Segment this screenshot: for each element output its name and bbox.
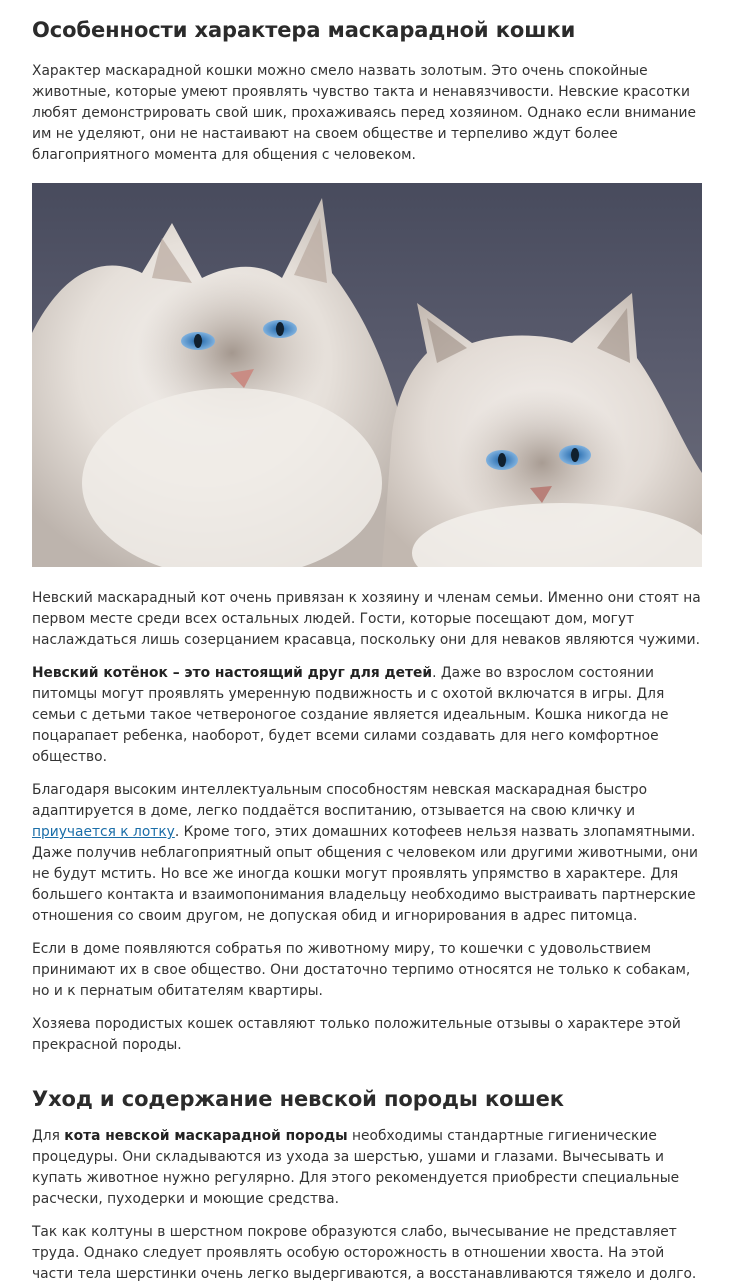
paragraph-attachment: Невский маскарадный кот очень привязан к хозяину и членам семьи. Именно они стоят на первом месте среди всех остальных людей. Гости, которые посещают дом, могут наслаждаться лишь созерцанием красавца, поскольку они для неваков являются чужими. bbox=[32, 590, 701, 648]
text-intellect-b: . Кроме того, этих домашних котофеев нельзя назвать злопамятными. Даже получив неблагоприятный опыт общения с человеком или другими животными, они не будут мстить. Но все же иногда кошки могут проявлять упрямство в характере. Для большего контакта и взаимопонимания владельцу необходимо выстраивать партнерские отношения со своим другом, не допуская обид и игнорирования в адрес питомца. bbox=[32, 824, 698, 924]
bold-kids: Невский котёнок – это настоящий друг для детей bbox=[32, 665, 433, 681]
section-heading-care: Уход и содержание невской породы кошек bbox=[32, 1087, 564, 1111]
text-intellect-a: Благодаря высоким интеллектуальным способностям невская маскарадная быстро адаптируется в доме, легко поддаётся воспитанию, отзывается на свою кличку и bbox=[32, 782, 648, 819]
section-heading-character: Особенности характера маскарадной кошки bbox=[32, 18, 576, 42]
cats-photo bbox=[32, 183, 702, 567]
paragraph-combing: Так как колтуны в шерстном покрове образуются слабо, вычесывание не представляет труда. Однако следует проявлять особую осторожность в отношении хвоста. На этой части тела шерстинки очень легко выдергиваются, а восстанавливаются тяжело и долго. bbox=[32, 1224, 697, 1282]
text-hygiene-b: необходимы стандартные гигиенические процедуры. Они складываются из ухода за шерстью, ушами и глазами. Вычесывать и купать животное нужно регулярно. Для этого рекомендуется приобрести специальные расчески, пуходерки и моющие средства. bbox=[32, 1128, 680, 1207]
article bbox=[32, 0, 702, 1285]
paragraph-hygiene bbox=[32, 1126, 702, 1210]
paragraph-other-pets: Если в доме появляются собратья по животному миру, то кошечки с удовольствием принимают их в свое общество. Они достаточно терпимо относятся не только к собакам, но и к пернатым обитателям квартиры. bbox=[32, 941, 691, 999]
paragraph-intellect bbox=[32, 780, 702, 927]
paragraph-intro: Характер маскарадной кошки можно смело назвать золотым. Это очень спокойные животные, которые умеют проявлять чувство такта и ненавязчивости. Невские красотки любят демонстрировать свой шик, прохаживаясь перед хозяином. Однако если внимание им не уделяют, они не настаивают на своем обществе и терпеливо ждут более благоприятного момента для общения с человеком. bbox=[32, 63, 696, 163]
paragraph-kids bbox=[32, 663, 702, 768]
litter-training-link[interactable]: приучается к лотку bbox=[32, 824, 175, 840]
photo-icon bbox=[32, 183, 702, 567]
bold-hygiene: кота невской маскарадной породы bbox=[64, 1128, 348, 1144]
text-hygiene-a: Для bbox=[32, 1128, 65, 1144]
paragraph-reviews: Хозяева породистых кошек оставляют только положительные отзывы о характере этой прекрасной породы. bbox=[32, 1016, 681, 1053]
text-kids: . Даже во взрослом состоянии питомцы могут проявлять умеренную подвижность и с охотой включатся в игры. Для семьи с детьми такое четвероногое создание является идеальным. Кошка никогда не поцарапает ребенка, наоборот, будет всеми силами создавать для него комфортное общество. bbox=[32, 665, 669, 765]
